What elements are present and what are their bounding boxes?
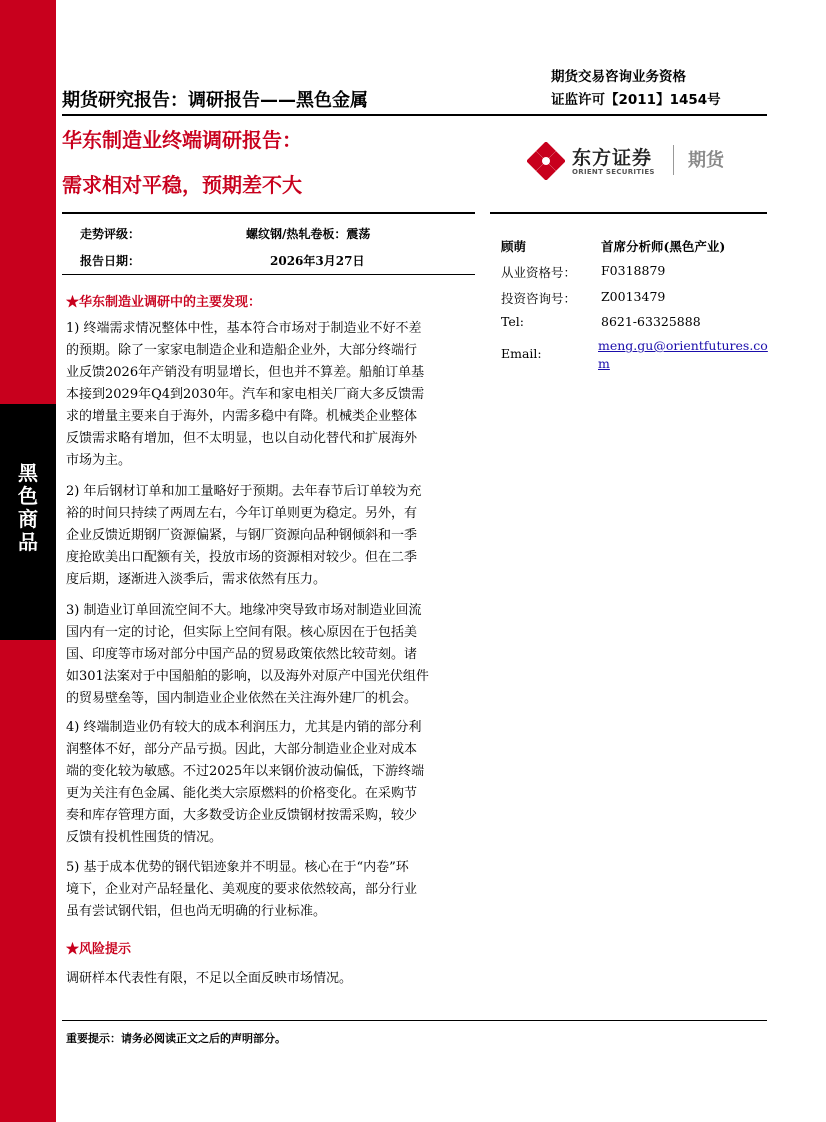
side-category-label <box>0 462 56 554</box>
text-line: 5) 基于成本优势的钢代铝迹象并不明显。核心在于“内卷”环 <box>66 860 409 875</box>
cert-label: 从业资格号： <box>501 265 577 280</box>
side-char: 黑 <box>18 461 38 485</box>
findings-heading: ★华东制造业调研中的主要发现： <box>66 295 262 310</box>
text-line: 1) 终端需求情况整体中性，基本符合市场对于制造业不好不差 <box>66 321 422 336</box>
report-title-line1: 华东制造业终端调研报告： <box>62 128 302 152</box>
qualification-line1: 期货交易咨询业务资格 <box>551 69 686 85</box>
report-title-line2: 需求相对平稳，预期差不大 <box>62 173 302 197</box>
qualification-line2: 证监许可【2011】1454号 <box>551 92 721 108</box>
text-line: 的预期。除了一家家电制造企业和造船企业外，大部分终端行 <box>66 343 418 358</box>
text-line: 反馈有投机性囤货的情况。 <box>66 830 223 845</box>
finding-paragraph-1 <box>66 318 470 472</box>
tel-label: Tel: <box>501 314 524 329</box>
text-line: 端的变化较为敏感。不过2025年以来钢价波动偏低，下游终端 <box>66 764 425 779</box>
finding-paragraph-2 <box>66 481 470 591</box>
text-line: 更为关注有色金属、能化类大宗原燃料的价格变化。在采购节 <box>66 786 418 801</box>
text-line: 如301法案对于中国船舶的影响，以及海外对原产中国光伏组件 <box>66 669 429 684</box>
text-line: 境下，企业对产品轻量化、美观度的要求依然较高，部分行业 <box>66 882 418 897</box>
logo-divider <box>673 145 674 175</box>
cert-value: F0318879 <box>601 263 666 278</box>
text-line: 虽有尝试钢代铝，但也尚无明确的行业标准。 <box>66 904 327 919</box>
footer-notice: 重要提示：请务必阅读正文之后的声明部分。 <box>66 1032 286 1045</box>
finding-paragraph-5 <box>66 857 470 923</box>
rating-value: 螺纹钢/热轧卷板：震荡 <box>246 227 371 241</box>
consult-value: Z0013479 <box>601 289 666 304</box>
logo-division: 期货 <box>688 150 724 171</box>
logo-name-en: ORIENT SECURITIES <box>572 168 655 176</box>
text-line: 度后期，逐渐进入淡季后，需求依然有压力。 <box>66 572 327 587</box>
tel-value: 8621-63325888 <box>601 314 701 329</box>
text-line: 度抢欧美出口配额有关，投放市场的资源相对较少。但在二季 <box>66 550 418 565</box>
side-char: 色 <box>18 484 38 508</box>
risk-text: 调研样本代表性有限，不足以全面反映市场情况。 <box>66 971 353 986</box>
qualification <box>551 66 721 112</box>
text-line: 3) 制造业订单回流空间不大。地缘冲突导致市场对制造业回流 <box>66 603 422 618</box>
side-char: 品 <box>18 530 38 554</box>
header-rule <box>62 114 767 116</box>
text-line: 国、印度等市场对部分中国产品的贸易政策依然比较苛刻。诸 <box>66 647 418 662</box>
side-char: 商 <box>18 507 38 531</box>
text-line: 业反馈2026年产销没有明显增长，但也并不算差。船舶订单基 <box>66 365 425 380</box>
text-line: 求的增量主要来自于海外，内需多稳中有降。机械类企业整体 <box>66 409 418 424</box>
rating-label: 走势评级： <box>80 227 141 241</box>
finding-paragraph-3 <box>66 600 470 710</box>
text-line: 奏和库存管理方面，大多数受访企业反馈钢材按需采购，较少 <box>66 808 418 823</box>
text-line: 反馈需求略有增加，但不太明显，也以自动化替代和扩展海外 <box>66 431 418 446</box>
footer-rule <box>62 1020 767 1021</box>
text-line: 国内有一定的讨论，但实际上空间有限。核心原因在于包括美 <box>66 625 418 640</box>
text-line: 2) 年后钢材订单和加工量略好于预期。去年春节后订单较为充 <box>66 484 422 499</box>
email-line2[interactable]: m <box>598 356 610 371</box>
text-line: 4) 终端制造业仍有较大的成本利润压力，尤其是内销的部分利 <box>66 720 422 735</box>
meta-rule-top <box>62 212 475 214</box>
analyst-rule-top <box>490 212 767 214</box>
meta-rule-bottom <box>62 274 475 275</box>
orient-logo-icon <box>527 142 565 180</box>
email-line1[interactable]: meng.gu@orientfutures.co <box>598 338 768 353</box>
text-line: 裕的时间只持续了两周左右，今年订单则更为稳定。另外，有 <box>66 506 418 521</box>
text-line: 润整体不好，部分产品亏损。因此，大部分制造业企业对成本 <box>66 742 418 757</box>
consult-label: 投资咨询号： <box>501 291 577 306</box>
date-label: 报告日期： <box>80 254 141 268</box>
analyst-name: 顾萌 <box>501 239 527 254</box>
logo-name-cn: 东方证券 <box>572 147 653 169</box>
report-date: 2026年3月27日 <box>270 254 365 268</box>
finding-paragraph-4 <box>66 717 470 849</box>
text-line: 本接到2029年Q4到2030年。汽车和家电相关厂商大多反馈需 <box>66 387 425 402</box>
analyst-title: 首席分析师(黑色产业) <box>601 239 726 254</box>
text-line: 企业反馈近期钢厂资源偏紧，与钢厂资源向品种钢倾斜和一季 <box>66 528 418 543</box>
email-link[interactable] <box>598 337 768 373</box>
text-line: 的贸易壁垒等，国内制造业企业依然在关注海外建厂的机会。 <box>66 691 418 706</box>
text-line: 市场为主。 <box>66 453 132 468</box>
risk-heading: ★风险提示 <box>66 942 132 957</box>
report-type: 期货研究报告：调研报告——黑色金属 <box>62 90 368 111</box>
email-label: Email: <box>501 346 542 361</box>
